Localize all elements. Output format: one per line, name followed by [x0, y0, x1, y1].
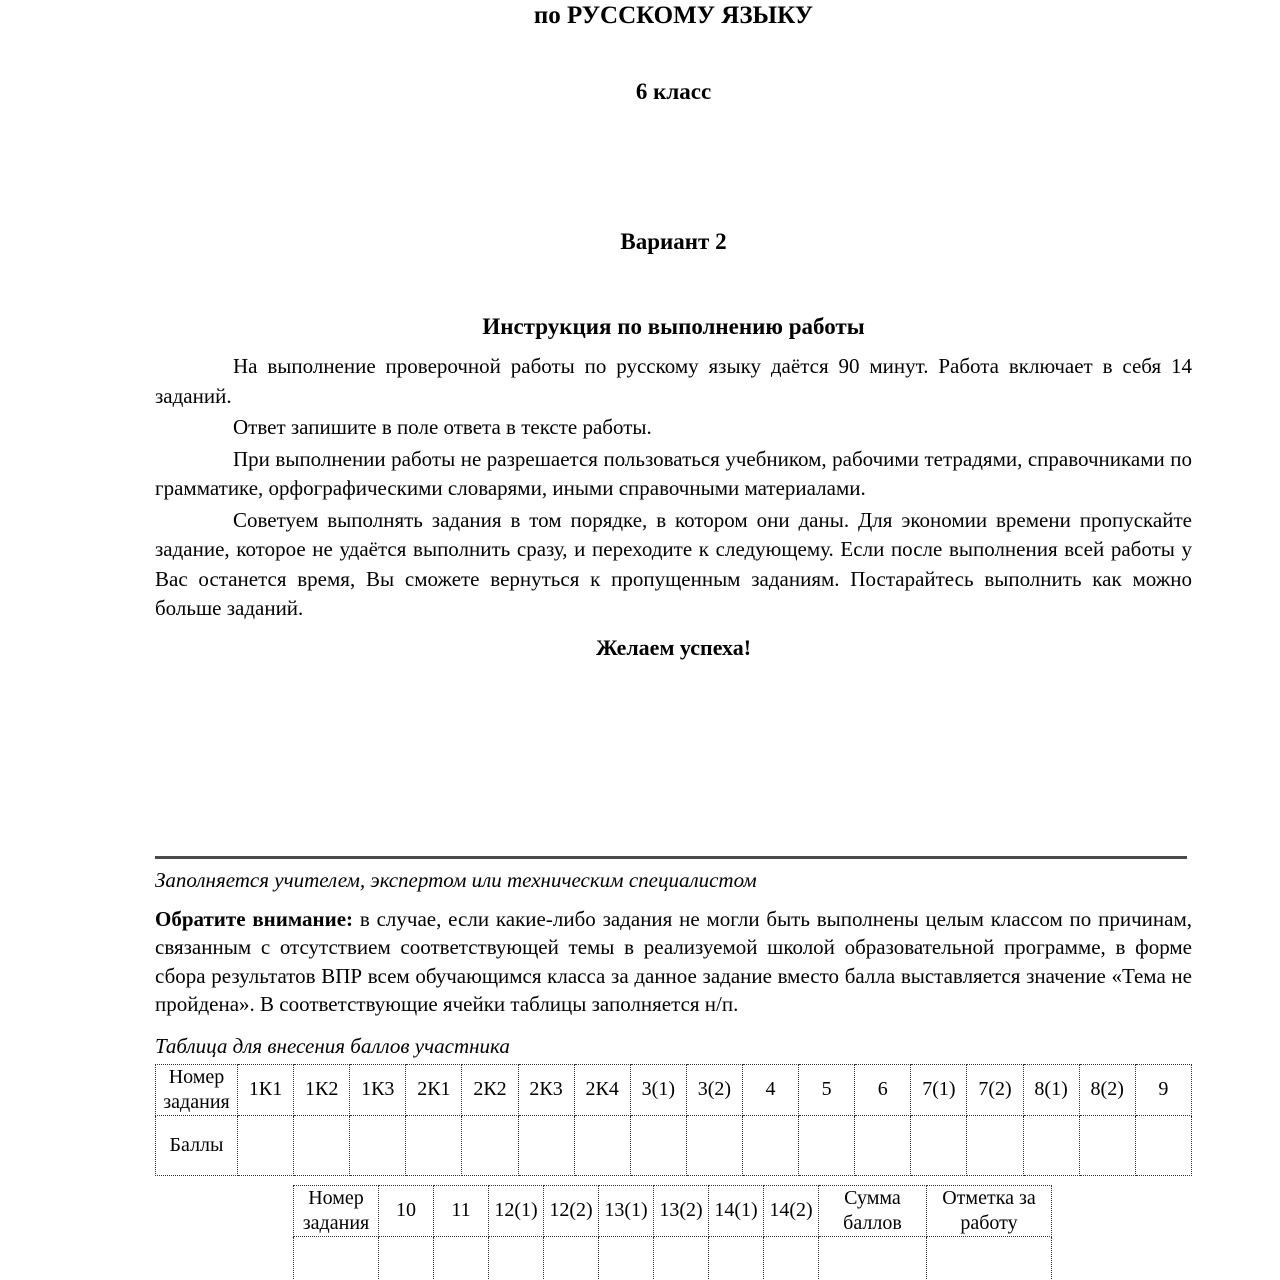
scores-table-caption: Таблица для внесения баллов участника — [155, 1033, 510, 1058]
task-column: 12(1) — [489, 1185, 544, 1236]
score-cell — [764, 1236, 819, 1280]
score-cell — [462, 1115, 518, 1175]
task-column: 4 — [742, 1064, 798, 1115]
blank-space — [155, 662, 1192, 856]
task-column: 5 — [799, 1064, 855, 1115]
score-cell — [911, 1115, 967, 1175]
scores-table-2 — [293, 1185, 1052, 1280]
task-column: 14(2) — [764, 1185, 819, 1236]
notice-text: в случае, если какие-либо задания не могли быть выполнены целым классом по причинам, связанным с отсутствием соответствующей темы в реализуемой школой образовательной программе, в форме сбора результатов ВПР всем обучающимся класса за данное задание вместо балла выставляется значение «Тема не пройдена». В соответствующие ячейки таблицы заполняется н/п. — [155, 906, 1192, 1017]
task-column: 1К3 — [350, 1064, 406, 1115]
score-cell — [544, 1236, 599, 1280]
task-column: 3(2) — [686, 1064, 742, 1115]
score-cell — [1135, 1115, 1191, 1175]
task-column: 2К4 — [574, 1064, 630, 1115]
task-column: 2К2 — [462, 1064, 518, 1115]
score-cell — [1023, 1115, 1079, 1175]
work-mark-header: Отметка за работу — [927, 1185, 1052, 1236]
score-cell — [599, 1236, 654, 1280]
instruction-paragraph-2: Ответ запишите в поле ответа в тексте работы. — [233, 415, 652, 439]
task-column: 11 — [434, 1185, 489, 1236]
score-cell — [686, 1115, 742, 1175]
scores-table-1 — [155, 1064, 1192, 1176]
notice-label: Обратите внимание: — [155, 906, 354, 931]
score-cell — [406, 1115, 462, 1175]
sum-of-points-header: Сумма баллов — [819, 1185, 927, 1236]
task-column: 8(2) — [1079, 1064, 1135, 1115]
variant-label: Вариант 2 — [620, 229, 727, 254]
task-column: 13(2) — [654, 1185, 709, 1236]
score-cell — [294, 1115, 350, 1175]
grade-label: 6 класс — [635, 79, 712, 104]
score-cell — [294, 1236, 379, 1280]
exam-subject-title: по РУССКОМУ ЯЗЫКУ — [533, 2, 814, 29]
work-mark-cell — [927, 1236, 1052, 1280]
instruction-paragraph-3: При выполнении работы не разрешается пользоваться учебником, рабочими тетрадями, справочниками по грамматике, орфографическими словарями, иными справочными материалами. — [155, 446, 1192, 500]
sum-of-points-cell — [819, 1236, 927, 1280]
score-cell — [574, 1115, 630, 1175]
task-column: 2К3 — [518, 1064, 574, 1115]
task-number-header: Номер задания — [156, 1064, 238, 1115]
separator-line — [155, 856, 1187, 859]
score-cell — [379, 1236, 434, 1280]
task-column: 9 — [1135, 1064, 1191, 1115]
score-cell — [434, 1236, 489, 1280]
task-column: 2К1 — [406, 1064, 462, 1115]
score-cell — [518, 1115, 574, 1175]
score-cell — [855, 1115, 911, 1175]
instruction-heading: Инструкция по выполнению работы — [482, 314, 865, 339]
score-cell — [238, 1115, 294, 1175]
notice-paragraph — [155, 905, 1192, 1019]
score-cell — [967, 1115, 1023, 1175]
score-cell — [799, 1115, 855, 1175]
score-cell — [742, 1115, 798, 1175]
task-column: 14(1) — [709, 1185, 764, 1236]
score-cell — [1079, 1115, 1135, 1175]
task-column: 1К2 — [294, 1064, 350, 1115]
score-cell — [654, 1236, 709, 1280]
score-cell — [350, 1115, 406, 1175]
task-number-header: Номер задания — [294, 1185, 379, 1236]
score-cell — [489, 1236, 544, 1280]
task-column: 3(1) — [630, 1064, 686, 1115]
task-column: 7(1) — [911, 1064, 967, 1115]
task-column: 6 — [855, 1064, 911, 1115]
task-column: 10 — [379, 1185, 434, 1236]
task-column: 13(1) — [599, 1185, 654, 1236]
task-column: 12(2) — [544, 1185, 599, 1236]
task-column: 8(1) — [1023, 1064, 1079, 1115]
success-wish: Желаем успеха! — [595, 634, 752, 660]
score-cell — [630, 1115, 686, 1175]
instruction-paragraph-4: Советуем выполнять задания в том порядке, в котором они даны. Для экономии времени пропускайте задание, которое не удаётся выполнить сразу, и переходите к следующему. Если после выполнения всей работы у Вас останется время, Вы сможете вернуться к пропущенным заданиям. Постарайтесь выполнить как можно больше заданий. — [155, 507, 1192, 620]
points-row-label: Баллы — [156, 1115, 238, 1175]
filled-by-note: Заполняется учителем, экспертом или техническим специалистом — [155, 867, 757, 892]
task-column: 7(2) — [967, 1064, 1023, 1115]
task-column: 1К1 — [238, 1064, 294, 1115]
instruction-paragraph-1: На выполнение проверочной работы по русскому языку даётся 90 минут. Работа включает в себя 14 заданий. — [155, 354, 1192, 408]
score-cell — [709, 1236, 764, 1280]
